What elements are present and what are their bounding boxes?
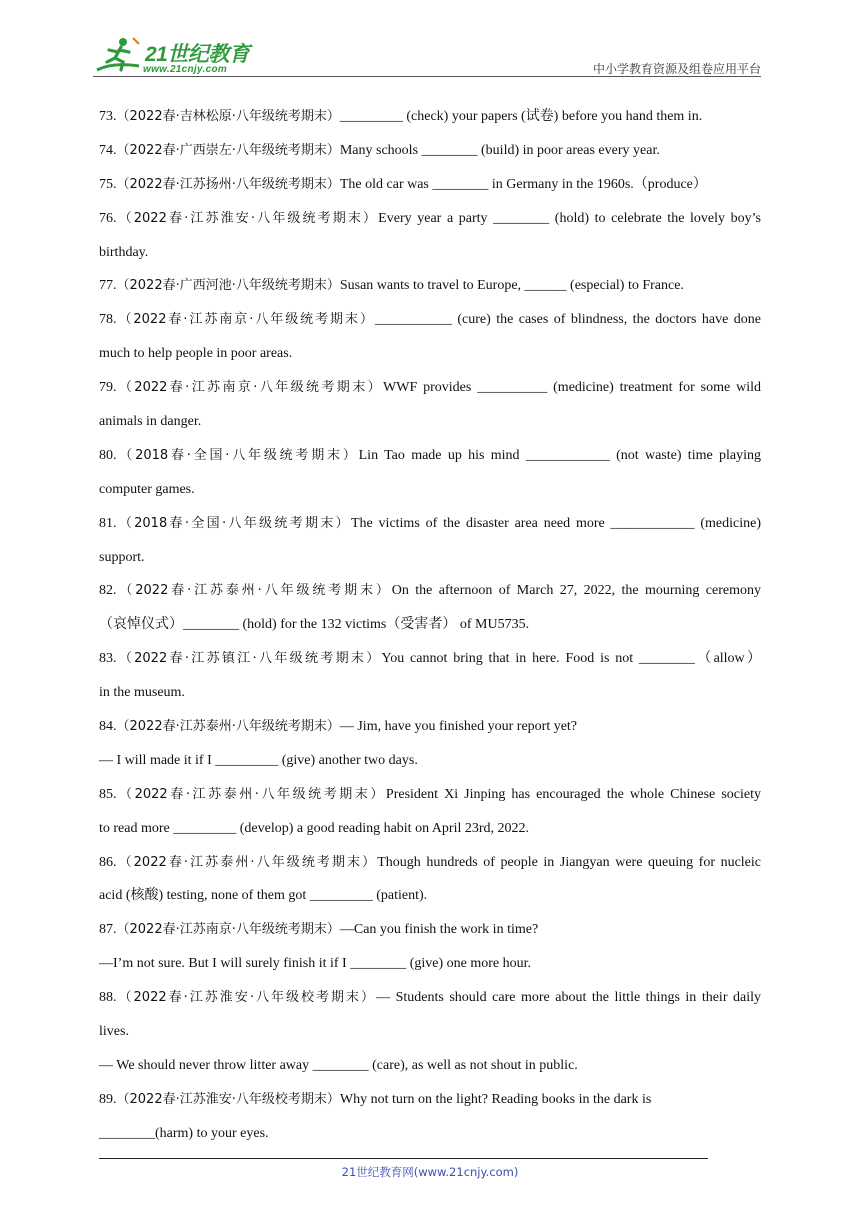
question-line: 74.（2022春·广西崇左·八年级统考期末）Many schools ________ (build) in poor areas every year. bbox=[99, 142, 660, 158]
question-text: lives. bbox=[99, 1024, 129, 1040]
question-line: 81.（2018春·全国·八年级统考期末）The victims of the disaster area need more ____________ (medicine) bbox=[99, 515, 761, 531]
question-source: （2022春·江苏南京·八年级统考期末） bbox=[116, 380, 384, 396]
question-continuation bbox=[99, 879, 761, 913]
question-line: 77.（2022春·广西河池·八年级统考期末）Susan wants to travel to Europe, ______ (especial) to France. bbox=[99, 278, 684, 294]
question-source: （2022春·江苏南京·八年级统考期末） bbox=[116, 922, 340, 938]
question-text: support. bbox=[99, 549, 145, 565]
question-source: （2022春·广西崇左·八年级统考期末） bbox=[116, 142, 340, 158]
question-line: 75.（2022春·江苏扬州·八年级统考期末）The old car was ________ in Germany in the 1960s.（produce） bbox=[99, 176, 707, 192]
question-continuation bbox=[99, 676, 761, 710]
question-continuation bbox=[99, 608, 761, 642]
question-number: 78 bbox=[99, 312, 113, 328]
question-source: （2022春·广西河池·八年级统考期末） bbox=[116, 278, 340, 294]
logo-text: 21世纪教育 bbox=[145, 43, 250, 66]
question-number: 79 bbox=[99, 380, 113, 396]
question-number: 82 bbox=[99, 583, 113, 599]
question-continuation bbox=[99, 1049, 761, 1083]
question-line: 79.（2022春·江苏南京·八年级统考期末）WWF provides __________ (medicine) treatment for some wild bbox=[99, 380, 761, 396]
question-text: You cannot bring that in here. Food is not ________（allow） bbox=[381, 651, 761, 667]
question-line: 80.（2018春·全国·八年级统考期末）Lin Tao made up his mind ____________ (not waste) time playing bbox=[99, 447, 761, 463]
question-number: 88 bbox=[99, 990, 113, 1006]
question-number: 75 bbox=[99, 176, 113, 192]
question-text: acid (核酸) testing, none of them got _________ (patient). bbox=[99, 888, 428, 904]
question-text: — We should never throw litter away ________ (care), as well as not shout in public. bbox=[99, 1057, 578, 1073]
logo-url: www.21cnjy.com bbox=[143, 64, 228, 75]
question-source: （2018春·全国·八年级统考期末） bbox=[116, 447, 359, 463]
page-header bbox=[93, 30, 761, 78]
question-text: On the afternoon of March 27, 2022, the mourning ceremony bbox=[391, 583, 761, 599]
question-text: Susan wants to travel to Europe, ______ (especial) to France. bbox=[339, 278, 684, 294]
question-line: 78.（2022春·江苏南京·八年级统考期末）___________ (cure) the cases of blindness, the doctors have done bbox=[99, 312, 761, 328]
question-line: 76.（2022春·江苏淮安·八年级统考期末）Every year a party ________ (hold) to celebrate the lovely boy’s bbox=[99, 210, 762, 226]
question-number: 86 bbox=[99, 854, 113, 870]
question-line: 87.（2022春·江苏南京·八年级统考期末）—Can you finish the work in time? bbox=[99, 922, 539, 938]
question-continuation bbox=[99, 1117, 761, 1151]
question-continuation bbox=[99, 473, 761, 507]
question-text: The old car was ________ in Germany in the 1960s.（produce） bbox=[339, 176, 707, 192]
question-number: 73 bbox=[99, 109, 113, 124]
question-line: 85.（2022春·江苏泰州·八年级统考期末）President Xi Jinping has encouraged the whole Chinese society bbox=[99, 786, 761, 802]
question-text: President Xi Jinping has encouraged the whole Chinese society bbox=[385, 786, 761, 802]
question-continuation bbox=[99, 812, 761, 846]
question-continuation bbox=[99, 236, 761, 270]
question-source: （2022春·江苏淮安·八年级校考期末） bbox=[116, 990, 377, 1006]
question-text: Though hundreds of people in Jiangyan were queuing for nucleic bbox=[377, 854, 761, 870]
question-source: （2022春·江苏泰州·八年级统考期末） bbox=[116, 719, 340, 735]
footer-text: 21世纪教育网(www.21cnjy.com) bbox=[341, 1165, 519, 1179]
question-line: 83.（2022春·江苏镇江·八年级统考期末）You cannot bring that in here. Food is not ________（allow） bbox=[99, 651, 761, 667]
question-list bbox=[99, 100, 761, 1151]
question-continuation bbox=[99, 337, 761, 371]
question-number: 85 bbox=[99, 786, 113, 802]
question-text: —Can you finish the work in time? bbox=[339, 922, 539, 938]
question-line: 73.（2022春·吉林松原·八年级统考期末）_________ (check) your papers (试卷) before you hand them in. bbox=[99, 109, 703, 124]
question-number: 84 bbox=[99, 719, 113, 735]
question-text: — I will made it if I _________ (give) another two days. bbox=[99, 752, 418, 768]
question-text: The victims of the disaster area need more ____________ (medicine) bbox=[350, 515, 761, 531]
question-number: 87 bbox=[99, 922, 113, 938]
question-line: 89.（2022春·江苏淮安·八年级校考期末）Why not turn on the light? Reading books in the dark is bbox=[99, 1091, 652, 1107]
question-source: （2022春·江苏淮安·八年级统考期末） bbox=[116, 210, 379, 226]
question-number: 74 bbox=[99, 142, 113, 158]
header-platform-name: 中小学教育资源及组卷应用平台 bbox=[592, 62, 761, 76]
question-continuation bbox=[99, 405, 761, 439]
question-number: 76 bbox=[99, 210, 113, 226]
question-text: — Jim, have you finished your report yet? bbox=[339, 719, 578, 735]
question-number: 77 bbox=[99, 278, 113, 294]
question-continuation bbox=[99, 541, 761, 575]
footer-divider bbox=[99, 1158, 708, 1159]
question-text: in the museum. bbox=[99, 685, 185, 701]
question-continuation bbox=[99, 744, 761, 778]
header-divider bbox=[93, 76, 761, 77]
question-number: 81 bbox=[99, 515, 113, 531]
question-text: ________(harm) to your eyes. bbox=[99, 1125, 269, 1141]
question-continuation bbox=[99, 1015, 761, 1049]
question-line: 86.（2022春·江苏泰州·八年级统考期末）Though hundreds of people in Jiangyan were queuing for nucleic bbox=[99, 854, 761, 870]
runner-logo-icon bbox=[93, 36, 145, 78]
question-source: （2022春·江苏镇江·八年级统考期末） bbox=[116, 651, 382, 667]
question-text: — Students should care more about the little things in their daily bbox=[376, 990, 761, 1006]
question-source: （2022春·江苏泰州·八年级统考期末） bbox=[116, 854, 378, 870]
question-text: much to help people in poor areas. bbox=[99, 346, 293, 362]
question-text: _________ (check) your papers (试卷) before you hand them in. bbox=[339, 109, 703, 124]
logo bbox=[93, 36, 263, 78]
question-number: 83 bbox=[99, 651, 113, 667]
question-source: （2018春·全国·八年级统考期末） bbox=[116, 515, 351, 531]
question-text: animals in danger. bbox=[99, 414, 202, 430]
question-text: Lin Tao made up his mind ____________ (not waste) time playing bbox=[358, 447, 761, 463]
question-line: 82.（2022春·江苏泰州·八年级统考期末）On the afternoon of March 27, 2022, the mourning ceremony bbox=[99, 583, 761, 599]
question-source: （2022春·江苏泰州·八年级统考期末） bbox=[116, 583, 392, 599]
question-line: 88.（2022春·江苏淮安·八年级校考期末）— Students should care more about the little things in their daily bbox=[99, 990, 761, 1006]
question-text: （哀悼仪式）________ (hold) for the 132 victims（受害者） of MU5735. bbox=[99, 617, 530, 633]
question-source: （2022春·吉林松原·八年级统考期末） bbox=[116, 109, 340, 124]
question-continuation bbox=[99, 947, 761, 981]
question-text: Why not turn on the light? Reading books in the dark is bbox=[339, 1091, 652, 1107]
question-text: ___________ (cure) the cases of blindness, the doctors have done bbox=[374, 312, 761, 328]
question-text: Every year a party ________ (hold) to celebrate the lovely boy’s bbox=[378, 210, 762, 226]
question-source: （2022春·江苏泰州·八年级统考期末） bbox=[116, 786, 386, 802]
question-number: 80 bbox=[99, 447, 113, 463]
question-text: birthday. bbox=[99, 244, 149, 260]
question-line: 84.（2022春·江苏泰州·八年级统考期末）— Jim, have you finished your report yet? bbox=[99, 719, 578, 735]
question-source: （2022春·江苏南京·八年级统考期末） bbox=[116, 312, 375, 328]
question-text: Many schools ________ (build) in poor areas every year. bbox=[339, 142, 660, 158]
question-source: （2022春·江苏扬州·八年级统考期末） bbox=[116, 176, 340, 192]
question-text: —I’m not sure. But I will surely finish it if I ________ (give) one more hour. bbox=[99, 956, 531, 972]
question-source: （2022春·江苏淮安·八年级校考期末） bbox=[116, 1091, 340, 1107]
question-number: 89 bbox=[99, 1091, 113, 1107]
question-text: to read more _________ (develop) a good reading habit on April 23rd, 2022. bbox=[99, 820, 530, 836]
question-text: computer games. bbox=[99, 481, 195, 497]
question-text: WWF provides __________ (medicine) treatment for some wild bbox=[383, 380, 761, 396]
